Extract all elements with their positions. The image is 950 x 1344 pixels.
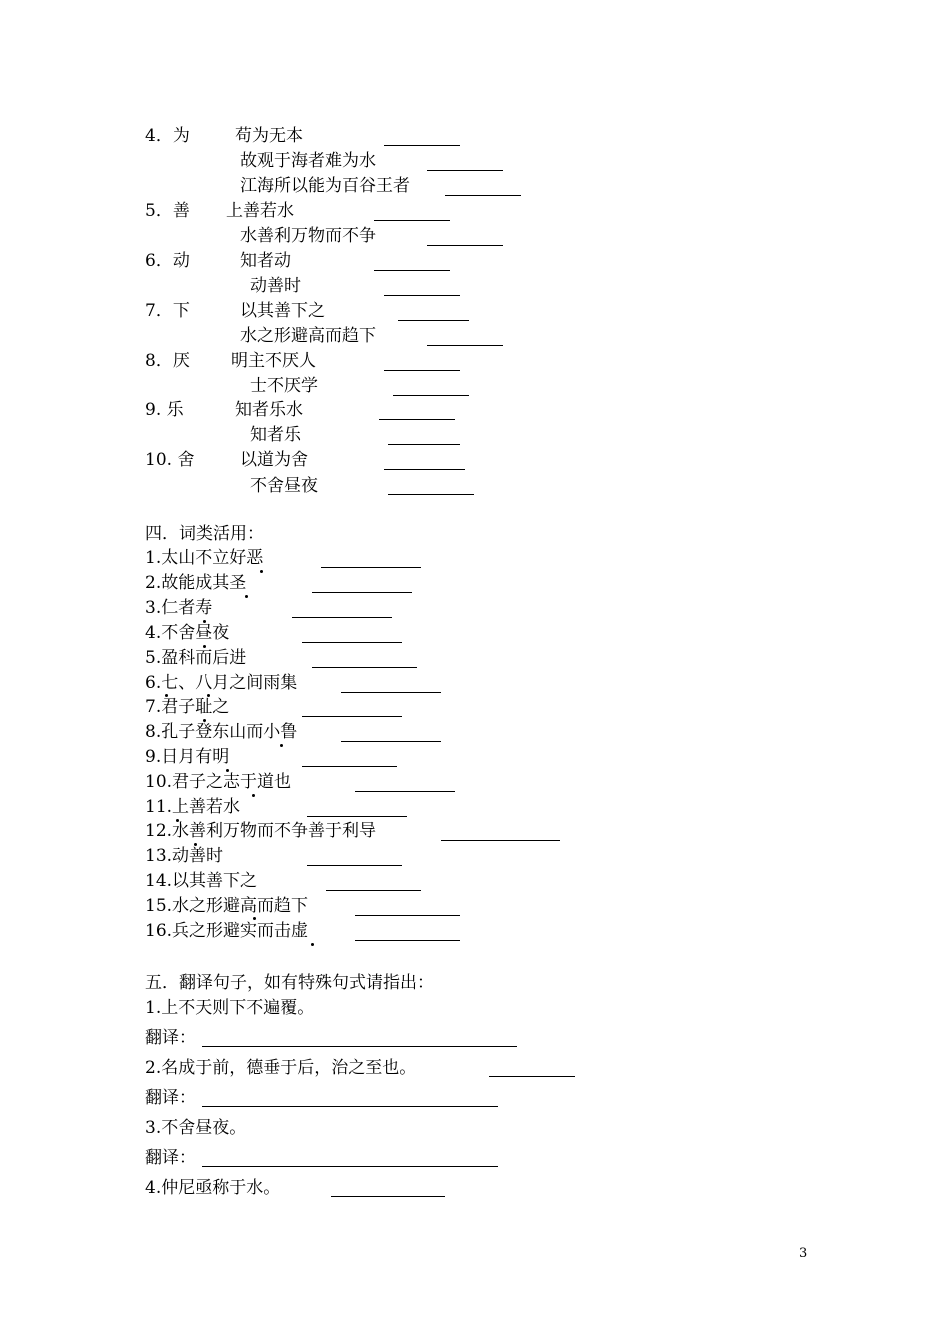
item-number: 4．为 [145, 126, 190, 146]
answer-blank[interactable] [292, 617, 392, 618]
answer-blank[interactable] [312, 667, 417, 668]
answer-blank[interactable] [331, 1196, 445, 1197]
answer-blank[interactable] [355, 791, 455, 792]
list-item: 9.日月有明 [145, 747, 230, 767]
sense-text: 江海所以能为百谷王者 [240, 176, 410, 196]
answer-blank[interactable] [341, 741, 441, 742]
answer-blank[interactable] [489, 1076, 575, 1077]
list-item: 6.七、八月之间雨集 [145, 673, 298, 693]
list-item: 1.太山不立好恶 [145, 548, 264, 568]
answer-blank[interactable] [441, 840, 560, 841]
sense-text: 士不厌学 [250, 376, 318, 396]
translate-label: 翻译： [145, 1148, 196, 1168]
list-item: 2.故能成其圣 [145, 573, 247, 593]
item-number: 7．下 [145, 301, 190, 321]
list-item: 10.君子之志于道也 [145, 772, 292, 792]
item-number: 8．厌 [145, 351, 190, 371]
answer-blank[interactable] [384, 469, 465, 470]
item-number: 9. 乐 [145, 400, 184, 420]
sense-text: 故观于海者难为水 [240, 151, 376, 171]
emphasis-dot [252, 794, 255, 797]
answer-blank[interactable] [302, 642, 402, 643]
answer-blank[interactable] [384, 370, 460, 371]
emphasis-dot [311, 943, 314, 946]
section-title: 五．翻译句子，如有特殊句式请指出： [145, 973, 434, 993]
sense-text: 明主不厌人 [231, 351, 316, 371]
translation-blank[interactable] [202, 1166, 498, 1167]
sentence: 2.名成于前，德垂于后，治之至也。 [145, 1058, 417, 1078]
list-item: 15.水之形避高而趋下 [145, 896, 309, 916]
answer-blank[interactable] [321, 567, 421, 568]
emphasis-dot [260, 570, 263, 573]
translate-label: 翻译： [145, 1088, 196, 1108]
answer-blank[interactable] [398, 320, 469, 321]
list-item: 4.不舍昼夜 [145, 623, 230, 643]
list-item: 14.以其善下之 [145, 871, 258, 891]
emphasis-dot [253, 917, 256, 920]
translate-label: 翻译： [145, 1028, 196, 1048]
answer-blank[interactable] [427, 170, 503, 171]
answer-blank[interactable] [384, 295, 460, 296]
page-number: 3 [799, 1246, 808, 1261]
answer-blank[interactable] [355, 915, 460, 916]
answer-blank[interactable] [341, 692, 441, 693]
section-title: 四．词类活用： [145, 524, 264, 544]
list-item: 12.水善利万物而不争善于利导 [145, 821, 377, 841]
answer-blank[interactable] [427, 245, 503, 246]
list-item: 16.兵之形避实而击虚 [145, 921, 309, 941]
answer-blank[interactable] [445, 195, 521, 196]
translation-blank[interactable] [202, 1106, 498, 1107]
sense-text: 苟为无本 [235, 126, 303, 146]
list-item: 11.上善若水 [145, 797, 241, 817]
sense-text: 以其善下之 [240, 301, 325, 321]
sentence: 4.仲尼亟称于水。 [145, 1178, 281, 1198]
answer-blank[interactable] [326, 890, 421, 891]
answer-blank[interactable] [302, 716, 402, 717]
sense-text: 不舍昼夜 [250, 476, 318, 496]
answer-blank[interactable] [379, 419, 455, 420]
answer-blank[interactable] [302, 766, 397, 767]
sense-text: 知者乐水 [235, 400, 303, 420]
answer-blank[interactable] [374, 220, 450, 221]
sense-text: 水善利万物而不争 [240, 226, 376, 246]
sense-text: 上善若水 [226, 201, 294, 221]
answer-blank[interactable] [355, 940, 460, 941]
list-item: 13.动善时 [145, 846, 224, 866]
sense-text: 知者乐 [250, 425, 301, 445]
item-number: 10. 舍 [145, 450, 195, 470]
sense-text: 水之形避高而趋下 [240, 326, 376, 346]
answer-blank[interactable] [374, 270, 450, 271]
list-item: 5.盈科而后进 [145, 648, 247, 668]
answer-blank[interactable] [388, 444, 460, 445]
list-item: 3.仁者寿 [145, 598, 213, 618]
sentence: 3.不舍昼夜。 [145, 1118, 247, 1138]
answer-blank[interactable] [427, 345, 503, 346]
emphasis-dot [280, 744, 283, 747]
sentence: 1.上不天则下不遍覆。 [145, 998, 315, 1018]
answer-blank[interactable] [388, 494, 474, 495]
emphasis-dot [245, 595, 248, 598]
item-number: 6．动 [145, 251, 190, 271]
answer-blank[interactable] [307, 816, 407, 817]
translation-blank[interactable] [202, 1046, 517, 1047]
list-item: 8.孔子登东山而小鲁 [145, 722, 298, 742]
sense-text: 以道为舍 [240, 450, 308, 470]
answer-blank[interactable] [384, 145, 460, 146]
answer-blank[interactable] [312, 592, 412, 593]
answer-blank[interactable] [307, 865, 402, 866]
answer-blank[interactable] [393, 395, 469, 396]
list-item: 7.君子耻之 [145, 697, 230, 717]
item-number: 5．善 [145, 201, 190, 221]
sense-text: 知者动 [240, 251, 291, 271]
sense-text: 动善时 [250, 276, 301, 296]
